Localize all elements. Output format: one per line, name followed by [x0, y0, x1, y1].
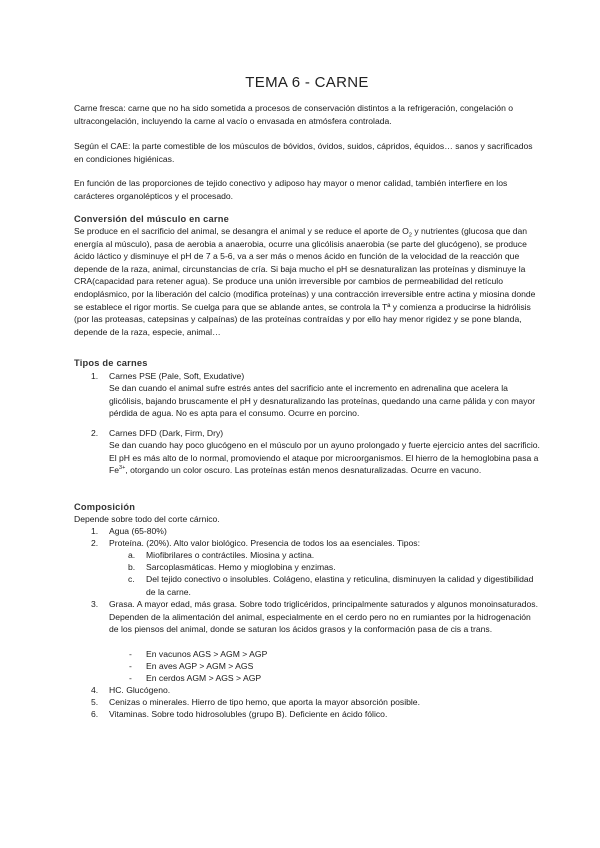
- page-title: TEMA 6 - CARNE: [245, 74, 369, 91]
- section-heading-conversion: Conversión del músculo en carne: [74, 214, 229, 224]
- list-number: 2.: [91, 538, 99, 548]
- list-number: 1.: [91, 526, 99, 536]
- sublist-letter: a.: [128, 550, 136, 560]
- list-item-label: Carnes DFD (Dark, Firm, Dry): [109, 428, 224, 438]
- sublist-bullet: -: [129, 661, 132, 671]
- sublist-letter: c.: [128, 574, 135, 584]
- list-number: 1.: [91, 371, 99, 381]
- list-item-text: Se dan cuando hay poco glucógeno en el músculo por un ayuno prolongado y fuerte ejercicio antes del sacrificio. El pH es más alto de lo normal, promoviendo el ataque por microorganismos. El hierro de la hemoglobina pasa a $Fe^{3+}$, otorgando un color oscuro. Las proteínas están menos desnaturalizadas. Ocurre en vacuno.: [109, 440, 540, 476]
- sublist-bullet: -: [129, 649, 132, 659]
- protein-type-conectivo: Del tejido conectivo o insolubles. Colágeno, elastina y reticulina, disminuyen la calidad y digestibilidad de la carne.: [146, 574, 534, 597]
- protein-type-miofibrilares: Miofibrilares o contráctiles. Miosina y actina.: [146, 550, 315, 560]
- list-number: 6.: [91, 709, 99, 719]
- list-number: 4.: [91, 685, 99, 695]
- list-number: 5.: [91, 697, 99, 707]
- fat-profile-vacunos: En vacunos AGS > AGM > AGP: [146, 649, 268, 659]
- section-heading-composicion: Composición: [74, 502, 136, 512]
- intro-paragraph-quality: En función de las proporciones de tejido conectivo y adiposo hay mayor o menor calidad, también interfiere en los carácteres organolépticos y el procesado.: [74, 178, 508, 201]
- composition-item-grasa: Grasa. A mayor edad, más grasa. Sobre todo triglicéridos, principalmente saturados y algunos monoinsaturados. Dependen de la alimentación del animal, especialmente en el cerdo pero no en rumiantes por la hidrogenación de los piensos del animal, donde se saturan los ácidos grasos y la conformación pasa de cis a trans.: [109, 599, 538, 635]
- list-item-label: Carnes PSE (Pale, Soft, Exudative): [109, 371, 245, 381]
- list-number: 3.: [91, 599, 99, 609]
- sublist-letter: b.: [128, 562, 136, 572]
- sublist-bullet: -: [129, 673, 132, 683]
- list-item-text: Se dan cuando el animal sufre estrés antes del sacrificio ante el incremento en adrenalina que acelera la glicólisis, bajando bruscamente el pH y desnaturalizando las proteínas, quedando una carne pálida y con mayor pérdida de agua. No es apta para el consumo. Ocurre en porcino.: [109, 383, 536, 419]
- composition-item-vitaminas: Vitaminas. Sobre todo hidrosolubles (grupo B). Deficiente en ácido fólico.: [109, 709, 388, 719]
- section-heading-tipos: Tipos de carnes: [74, 358, 148, 368]
- intro-paragraph-cae: Según el CAE: la parte comestible de los músculos de bóvidos, óvidos, suidos, cápridos, équidos… sanos y sacrificados en condiciones higiénicas.: [74, 141, 533, 164]
- composition-item-cenizas: Cenizas o minerales. Hierro de tipo hemo, que aporta la mayor absorción posible.: [109, 697, 420, 707]
- fat-profile-aves: En aves AGP > AGM > AGS: [146, 661, 254, 671]
- composition-item-proteina: Proteína. (20%). Alto valor biológico. Presencia de todos los aa esenciales. Tipos:: [109, 538, 420, 548]
- fat-profile-cerdos: En cerdos AGM > AGS > AGP: [146, 673, 262, 683]
- list-number: 2.: [91, 428, 99, 438]
- composition-item-agua: Agua (65-80%): [109, 526, 167, 536]
- intro-paragraph-fresh-meat: Carne fresca: carne que no ha sido sometida a procesos de conservación distintos a la refrigeración, congelación o ultracongelación, incluyendo la carne al vacío o envasada en atmósfera controlada.: [74, 103, 514, 126]
- composition-item-hc: HC. Glucógeno.: [109, 685, 171, 695]
- conversion-paragraph: Se produce en el sacrificio del animal, se desangra el animal y se reduce el aporte de $O_2$ y nutrientes (glucosa que dan energía al músculo), pasa de aerobia a anaerobia, ocurre una glicólisis anaerobia (se parte del glucógeno), se produce ácido láctico y disminuye el pH de 7 a 5-6, va a ser más o menos ácido en función de la velocidad de la reacción que depende de la raza, animal, circunstancias de cría. Si baja mucho el pH se desnaturalizan las proteínas y disminuye la CRA(capacidad para retener agua). Se produce una unión irreversible por cambios de permeabilidad del retículo endoplásmico, por la liberación del calcio (modifica proteínas) y una contracción irreversible entre actina y miosina donde se establece el rigor mortis. Se cuelga para que se ablande antes, se controla la Tª y comienza a producirse la hidrólisis (por las proteasas, catepsinas y calpaínas) de las proteínas contraídas y por ello hay menor rigidez y se pone blanda, depende de la raza, especie, animal…: [74, 226, 536, 337]
- composicion-intro: Depende sobre todo del corte cárnico.: [74, 514, 220, 524]
- protein-type-sarcoplasmaticas: Sarcoplasmáticas. Hemo y mioglobina y enzimas.: [146, 562, 336, 572]
